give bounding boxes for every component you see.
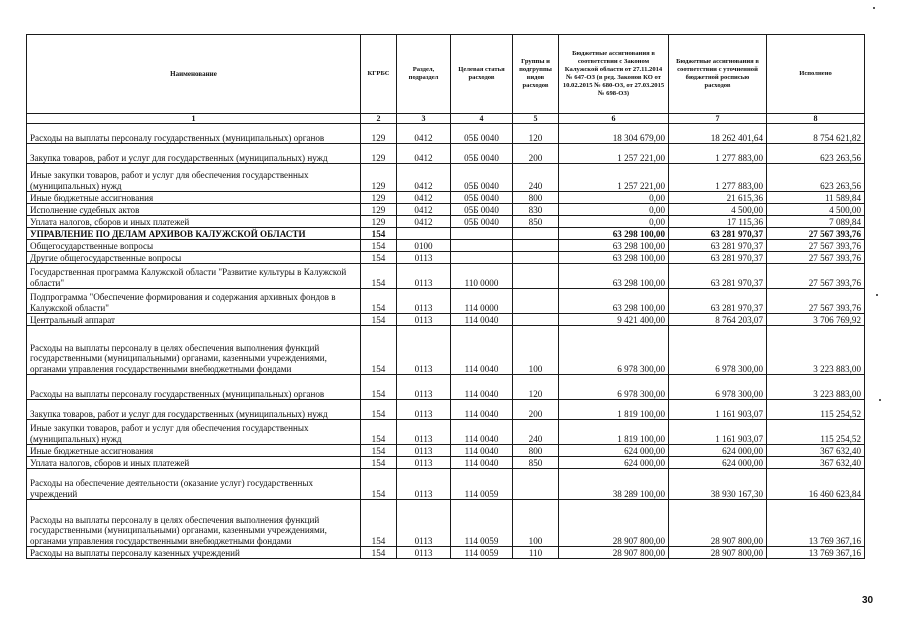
row-kgrbs: 129 [361,192,397,204]
row-group: 200 [513,400,559,420]
row-refined-allocation: 38 930 167,30 [669,469,767,500]
header-kgrbs: КГРБС [361,35,397,114]
row-name: Закупка товаров, работ и услуг для государственных (муниципальных) нужд [27,400,361,420]
table-row [27,252,865,264]
row-refined-allocation: 63 281 970,37 [669,264,767,289]
header-row [27,35,865,114]
row-section: 0113 [397,500,451,547]
table-row [27,216,865,228]
row-kgrbs: 154 [361,420,397,445]
row-kgrbs: 154 [361,289,397,314]
row-group [513,228,559,240]
table-row [27,264,865,289]
row-law-allocation: 624 000,00 [559,445,669,457]
row-section: 0100 [397,240,451,252]
row-name: Другие общегосударственные вопросы [27,252,361,264]
row-name: Иные бюджетные ассигнования [27,445,361,457]
table-row [27,192,865,204]
row-kgrbs: 154 [361,469,397,500]
row-group: 100 [513,326,559,375]
row-section: 0412 [397,124,451,144]
header-groups: Группы и подгруппы видов расходов [513,35,559,114]
row-target: 114 0040 [451,326,513,375]
row-group: 800 [513,445,559,457]
row-executed: 623 263,56 [767,144,865,164]
row-executed: 3 223 883,00 [767,375,865,400]
row-executed: 27 567 393,76 [767,289,865,314]
table-row [27,164,865,192]
column-number-row [27,114,865,124]
row-target [451,240,513,252]
row-kgrbs: 154 [361,445,397,457]
row-group: 110 [513,547,559,559]
row-group: 240 [513,164,559,192]
row-section: 0113 [397,314,451,326]
row-section: 0412 [397,192,451,204]
budget-table [26,34,865,559]
column-number: 6 [559,114,669,124]
row-name: Государственная программа Калужской области "Развитие культуры в Калужской области" [27,264,361,289]
row-kgrbs: 129 [361,204,397,216]
row-section: 0113 [397,469,451,500]
scan-speck [876,294,878,296]
row-target [451,228,513,240]
row-group: 200 [513,144,559,164]
row-kgrbs: 129 [361,144,397,164]
row-target: 114 0059 [451,547,513,559]
row-law-allocation: 63 298 100,00 [559,228,669,240]
row-refined-allocation: 1 161 903,07 [669,420,767,445]
row-name: Общегосударственные вопросы [27,240,361,252]
row-refined-allocation: 624 000,00 [669,445,767,457]
row-target: 114 0059 [451,469,513,500]
column-number: 4 [451,114,513,124]
column-number: 7 [669,114,767,124]
report-sheet [26,34,864,559]
row-refined-allocation: 1 277 883,00 [669,144,767,164]
row-executed: 13 769 367,16 [767,500,865,547]
row-name: Расходы на выплаты персоналу в целях обеспечения выполнения функций государственными (муниципальными) органами, казенными учреждениями, органами управления государственными внебюджетными фондами [27,500,361,547]
row-name: Расходы на выплаты персоналу государственных (муниципальных) органов [27,124,361,144]
row-target: 114 0040 [451,457,513,469]
row-law-allocation: 28 907 800,00 [559,500,669,547]
row-law-allocation: 9 421 400,00 [559,314,669,326]
row-group: 120 [513,375,559,400]
row-executed: 16 460 623,84 [767,469,865,500]
table-row [27,144,865,164]
table-row [27,457,865,469]
row-refined-allocation: 28 907 800,00 [669,500,767,547]
row-target: 114 0000 [451,289,513,314]
row-executed: 3 223 883,00 [767,326,865,375]
row-section: 0412 [397,164,451,192]
row-law-allocation: 63 298 100,00 [559,252,669,264]
row-section: 0113 [397,547,451,559]
row-kgrbs: 154 [361,314,397,326]
row-section: 0412 [397,216,451,228]
row-refined-allocation: 18 262 401,64 [669,124,767,144]
row-target: 05Б 0040 [451,144,513,164]
header-law-allocations: Бюджетные ассигнования в соответствии с Законом Калужской области от 27.11.2014 № 647-ОЗ (в ред. Законов КО от 10.02.2015 № 680-ОЗ, от 27.03.2015 № 698-ОЗ) [559,35,669,114]
row-refined-allocation: 21 615,36 [669,192,767,204]
table-row [27,314,865,326]
row-group [513,314,559,326]
table-row [27,420,865,445]
row-target: 110 0000 [451,264,513,289]
row-law-allocation: 1 257 221,00 [559,144,669,164]
row-target: 05Б 0040 [451,204,513,216]
row-section: 0412 [397,144,451,164]
row-law-allocation: 1 819 100,00 [559,420,669,445]
table-row [27,400,865,420]
row-executed: 367 632,40 [767,445,865,457]
row-law-allocation: 624 000,00 [559,457,669,469]
row-name: Иные закупки товаров, работ и услуг для обеспечения государственных (муниципальных) нужд [27,164,361,192]
table-row [27,469,865,500]
column-number: 5 [513,114,559,124]
table-row [27,240,865,252]
row-refined-allocation: 6 978 300,00 [669,326,767,375]
row-kgrbs: 154 [361,400,397,420]
row-refined-allocation: 63 281 970,37 [669,252,767,264]
row-executed: 27 567 393,76 [767,228,865,240]
row-kgrbs: 129 [361,164,397,192]
header-section: Раздел, подраздел [397,35,451,114]
row-executed: 27 567 393,76 [767,252,865,264]
row-law-allocation: 1 257 221,00 [559,164,669,192]
row-group: 850 [513,216,559,228]
row-section: 0412 [397,204,451,216]
row-executed: 7 089,84 [767,216,865,228]
row-group [513,240,559,252]
row-law-allocation: 63 298 100,00 [559,240,669,252]
column-number: 1 [27,114,361,124]
row-name: Исполнение судебных актов [27,204,361,216]
row-name: Центральный аппарат [27,314,361,326]
row-group: 830 [513,204,559,216]
row-law-allocation: 38 289 100,00 [559,469,669,500]
row-section: 0113 [397,289,451,314]
row-section: 0113 [397,326,451,375]
header-refined-allocations: Бюджетные ассигнования в соответствии с уточненной бюджетной росписью расходов [669,35,767,114]
header-name: Наименование [27,35,361,114]
row-name: Расходы на выплаты персоналу государственных (муниципальных) органов [27,375,361,400]
row-kgrbs: 154 [361,326,397,375]
row-group: 120 [513,124,559,144]
row-section: 0113 [397,457,451,469]
row-target: 114 0040 [451,375,513,400]
header-target: Целевая статья расходов [451,35,513,114]
row-kgrbs: 154 [361,457,397,469]
row-refined-allocation: 17 115,36 [669,216,767,228]
row-kgrbs: 129 [361,216,397,228]
row-executed: 8 754 621,82 [767,124,865,144]
row-name: Иные бюджетные ассигнования [27,192,361,204]
row-name: Расходы на обеспечение деятельности (оказание услуг) государственных учреждений [27,469,361,500]
row-name: Иные закупки товаров, работ и услуг для обеспечения государственных (муниципальных) нужд [27,420,361,445]
row-section: 0113 [397,252,451,264]
row-refined-allocation: 63 281 970,37 [669,240,767,252]
row-executed: 3 706 769,92 [767,314,865,326]
row-law-allocation: 0,00 [559,216,669,228]
row-kgrbs: 154 [361,252,397,264]
row-law-allocation: 0,00 [559,204,669,216]
row-law-allocation: 6 978 300,00 [559,326,669,375]
scan-speck [879,399,881,401]
row-group: 100 [513,500,559,547]
table-row [27,445,865,457]
row-law-allocation: 6 978 300,00 [559,375,669,400]
row-section: 0113 [397,400,451,420]
row-law-allocation: 1 819 100,00 [559,400,669,420]
table-body [27,124,865,559]
row-name: Расходы на выплаты персоналу в целях обеспечения выполнения функций государственными (муниципальными) органами, казенными учреждениями, органами управления государственными внебюджетными фондами [27,326,361,375]
row-name: Закупка товаров, работ и услуг для государственных (муниципальных) нужд [27,144,361,164]
row-law-allocation: 63 298 100,00 [559,264,669,289]
row-target: 05Б 0040 [451,192,513,204]
row-name: Подпрограмма "Обеспечение формирования и содержания архивных фондов в Калужской области" [27,289,361,314]
row-name: Уплата налогов, сборов и иных платежей [27,216,361,228]
row-group: 800 [513,192,559,204]
row-refined-allocation: 28 907 800,00 [669,547,767,559]
row-executed: 367 632,40 [767,457,865,469]
row-target: 114 0040 [451,400,513,420]
row-group [513,264,559,289]
column-number: 3 [397,114,451,124]
row-target: 05Б 0040 [451,124,513,144]
row-law-allocation: 0,00 [559,192,669,204]
row-target: 114 0040 [451,420,513,445]
row-group: 240 [513,420,559,445]
row-refined-allocation: 1 161 903,07 [669,400,767,420]
row-law-allocation: 28 907 800,00 [559,547,669,559]
row-kgrbs: 154 [361,264,397,289]
row-section: 0113 [397,445,451,457]
row-executed: 27 567 393,76 [767,264,865,289]
row-executed: 27 567 393,76 [767,240,865,252]
header-executed: Исполнено [767,35,865,114]
row-section: 0113 [397,420,451,445]
row-executed: 4 500,00 [767,204,865,216]
row-executed: 115 254,52 [767,420,865,445]
table-row [27,228,865,240]
row-executed: 11 589,84 [767,192,865,204]
table-row [27,289,865,314]
table-row [27,500,865,547]
row-name: Уплата налогов, сборов и иных платежей [27,457,361,469]
row-target: 114 0040 [451,314,513,326]
row-kgrbs: 129 [361,124,397,144]
column-number: 2 [361,114,397,124]
row-kgrbs: 154 [361,500,397,547]
row-executed: 623 263,56 [767,164,865,192]
table-row [27,326,865,375]
table-row [27,547,865,559]
column-number: 8 [767,114,865,124]
row-target [451,252,513,264]
row-refined-allocation: 1 277 883,00 [669,164,767,192]
table-row [27,375,865,400]
row-name: УПРАВЛЕНИЕ ПО ДЕЛАМ АРХИВОВ КАЛУЖСКОЙ ОБЛАСТИ [27,228,361,240]
page-number: 30 [862,595,874,606]
row-kgrbs: 154 [361,375,397,400]
row-law-allocation: 18 304 679,00 [559,124,669,144]
table-row [27,204,865,216]
row-refined-allocation: 63 281 970,37 [669,228,767,240]
row-kgrbs: 154 [361,240,397,252]
row-group [513,252,559,264]
row-group [513,469,559,500]
row-target: 05Б 0040 [451,164,513,192]
row-law-allocation: 63 298 100,00 [559,289,669,314]
row-section: 0113 [397,375,451,400]
row-refined-allocation: 8 764 203,07 [669,314,767,326]
row-executed: 13 769 367,16 [767,547,865,559]
row-target: 05Б 0040 [451,216,513,228]
row-section: 0113 [397,264,451,289]
table-row [27,124,865,144]
row-group [513,289,559,314]
row-target: 114 0040 [451,445,513,457]
row-refined-allocation: 63 281 970,37 [669,289,767,314]
row-refined-allocation: 4 500,00 [669,204,767,216]
row-refined-allocation: 6 978 300,00 [669,375,767,400]
row-kgrbs: 154 [361,228,397,240]
row-executed: 115 254,52 [767,400,865,420]
row-target: 114 0059 [451,500,513,547]
scan-speck [873,7,875,9]
row-name: Расходы на выплаты персоналу казенных учреждений [27,547,361,559]
row-kgrbs: 154 [361,547,397,559]
row-section [397,228,451,240]
row-group: 850 [513,457,559,469]
row-refined-allocation: 624 000,00 [669,457,767,469]
